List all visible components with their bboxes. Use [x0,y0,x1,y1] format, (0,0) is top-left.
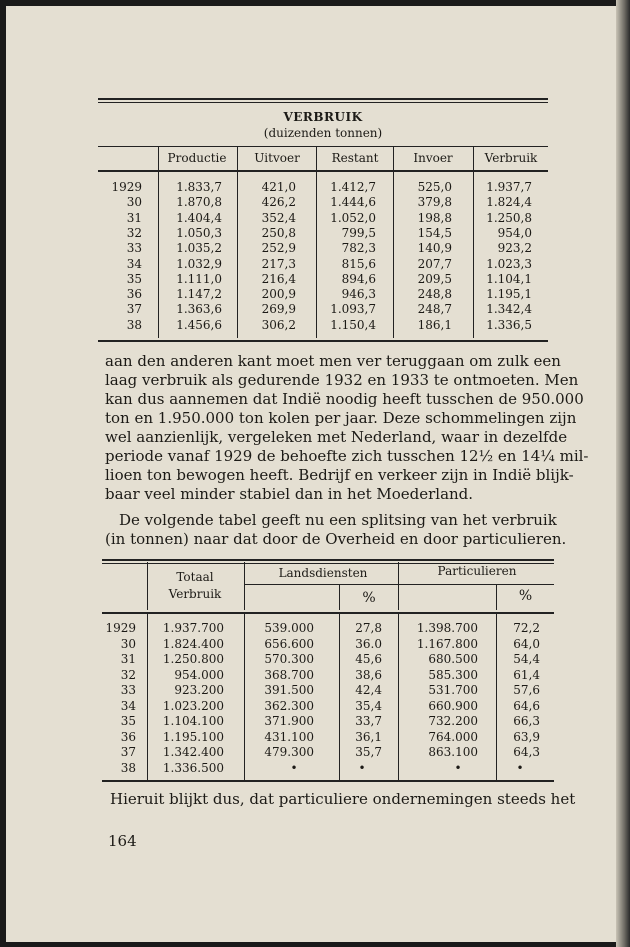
table-cell: 368.700 [264,667,314,682]
table-cell: 36,1 [355,729,382,744]
table-cell: 923,2 [497,241,532,256]
table-cell: 1.104.100 [162,714,224,728]
column-divider [237,146,238,170]
table-cell: 186,1 [417,317,452,332]
header-bottom-rule [98,170,548,172]
paragraph-3 [110,790,576,809]
table-cell: 217,3 [261,256,296,271]
table-cell: 45,6 [355,652,382,666]
table-cell: 200,9 [261,287,296,302]
subheader-rule [244,584,554,585]
table-cell: 379,8 [417,195,452,210]
column-header: Uitvoer [254,151,300,165]
table-cell: 1.336,5 [486,317,532,332]
text-line: ton en 1.950.000 ton kolen per jaar. Deze schommelingen zijn [105,409,577,427]
header-top-rule [98,146,548,147]
table-cell: 1.342,4 [486,302,532,317]
table-cell: 57,6 [513,683,540,697]
paragraph-1 [105,352,589,504]
table-cell: 54,4 [513,652,540,666]
table-cell: 1.195.100 [162,729,224,744]
text-line: Hieruit blijkt dus, dat particuliere ondernemingen steeds het [110,790,576,808]
table2-bottom-rule [102,780,554,782]
table-cell: 1.363,6 [176,302,222,317]
table-cell: 1.412,7 [330,180,376,194]
row-year: 31 [126,210,142,225]
table-cell: 1.824.400 [162,636,224,651]
table-cell: 1.444,6 [330,195,376,210]
table-cell: 36.0 [355,636,382,651]
header-verbruik: Verbruik [168,587,222,601]
table-cell: 63,9 [513,729,540,744]
text-line: laag verbruik als gedurende 1932 en 1933 te ontmoeten. Men [105,371,579,389]
row-year: 38 [120,760,136,775]
table-cell: 815,6 [341,256,376,271]
row-year: 31 [120,652,136,666]
table-cell: 209,5 [417,271,452,286]
table-cell: 732.200 [428,714,478,728]
table-cell: 198,8 [417,210,452,225]
row-year: 35 [126,271,142,286]
row-year: 30 [126,195,142,210]
table-cell: 1.870,8 [176,195,222,210]
header-particulieren: Particulieren [437,564,517,578]
table-cell: 1.023,3 [486,256,532,271]
table-cell: 1.104,1 [486,271,532,286]
text-line: aan den anderen kant moet men ver teruggaan om zulk een [105,352,561,370]
row-year: 34 [126,256,142,271]
table-cell: 585.300 [428,667,478,682]
column-header: Productie [167,151,227,165]
table-cell: 1.032,9 [176,256,222,271]
table-cell: • [454,760,462,775]
table-subtitle: (duizenden tonnen) [263,126,383,140]
header-part-pct: % [518,588,533,604]
table-cell: 64,6 [513,698,540,713]
column-header: Invoer [413,151,453,165]
table-cell: 140,9 [417,241,452,256]
column-divider [473,146,474,170]
table-cell: 1.023.200 [162,698,224,713]
column-divider [158,146,159,170]
table-cell: 1.342.400 [162,745,224,759]
table-cell: 371.900 [264,714,314,728]
table-cell: 431.100 [264,729,314,744]
table-cell: 1.167.800 [416,636,478,651]
table-cell: 426,2 [261,195,296,210]
row-year: 35 [120,714,136,728]
table-title: VERBRUIK [283,110,363,124]
table-cell: 252,9 [261,241,296,256]
table-cell: 1.937,7 [486,180,532,194]
table-cell: 660.900 [428,698,478,713]
row-year: 34 [120,698,136,713]
text-line: periode vanaf 1929 de behoefte zich tusschen 12½ en 14¼ mil- [105,447,589,465]
row-year: 1929 [105,621,136,635]
table-cell: • [290,760,298,775]
table-cell: 539.000 [264,621,314,635]
table-cell: 954.000 [174,667,224,682]
table-cell: 1.336.500 [162,760,224,775]
row-year: 37 [120,745,136,759]
table-cell: 1.147,2 [176,287,222,302]
table-cell: 799,5 [341,225,376,240]
text-line: kan dus aannemen dat Indië noodig heeft tusschen de 950.000 [105,390,584,408]
table-cell: 38,6 [355,667,382,682]
table-cell: 154,5 [417,225,452,240]
table-cell: 207,7 [417,256,452,271]
text-line: lioen ton bewogen heeft. Bedrijf en verkeer zijn in Indië blijk- [105,466,574,484]
column-divider [316,146,317,170]
table-cell: 61,4 [513,667,540,682]
table-cell: 1.111,0 [176,271,222,286]
table-cell: 1.052,0 [330,210,376,225]
table-cell: 764.000 [428,729,478,744]
header-lands-pct: % [362,590,376,606]
row-year: 30 [120,636,136,651]
table-cell: 656.600 [264,636,314,651]
row-year: 33 [120,683,136,697]
table-cell: 248,8 [417,287,452,302]
row-year: 36 [120,729,136,744]
header-divider [398,562,399,610]
table-cell: 1.937.700 [162,621,224,635]
page-number: 164 [108,832,137,850]
table-cell: 1.035,2 [176,241,222,256]
column-header: Verbruik [484,151,538,165]
table-cell: 216,4 [261,271,296,286]
table-cell: 570.300 [264,652,314,666]
table-cell: 1.404,4 [176,210,222,225]
table-cell: 250,8 [261,225,296,240]
table-cell: 1.824,4 [486,195,532,210]
table-cell: 64,0 [513,636,540,651]
table-cell: 946,3 [341,287,376,302]
header-totaal: Totaal [176,570,214,584]
table-cell: 391.500 [264,683,314,697]
row-year: 32 [126,225,142,240]
table-cell: 27,8 [355,621,382,635]
table-cell: 269,9 [261,302,296,317]
column-header: Restant [331,151,379,165]
row-year: 33 [126,241,142,256]
table-cell: 1.250.800 [162,652,224,666]
table2-header-bottom-rule [102,612,554,614]
column-divider [393,146,394,170]
table-cell: 954,0 [497,225,532,240]
row-year: 1929 [111,180,142,194]
book-spine [616,0,630,947]
row-year: 32 [120,667,136,682]
table-cell: 306,2 [261,317,296,332]
table-cell: 352,4 [261,210,296,225]
row-year: 38 [126,317,142,332]
text-line: De volgende tabel geeft nu een splitsing van het verbruik [119,511,557,529]
text-line: (in tonnen) naar dat door de Overheid en door particulieren. [105,530,567,548]
table-cell: 1.195,1 [486,287,532,302]
text-line: wel aanzienlijk, vergeleken met Nederland, waar in dezelfde [105,428,568,446]
table-cell: 33,7 [355,714,382,728]
table-cell: 479.300 [264,745,314,759]
table-cell: 531.700 [428,683,478,697]
table-cell: 863.100 [428,745,478,759]
table-cell: 1.250,8 [486,210,532,225]
table-cell: 1.093,7 [330,302,376,317]
table-cell: 66,3 [513,714,540,728]
table-cell: 1.150,4 [330,317,376,332]
table-bottom-rule [98,340,548,342]
paragraph-2 [105,511,567,549]
table-top-rule [98,98,548,103]
text-line: baar veel minder stabiel dan in het Moederland. [105,485,474,503]
table-cell: 680.500 [428,652,478,666]
table-cell: 42,4 [355,683,382,697]
table-cell: 35,4 [355,698,382,713]
table-cell: • [516,760,524,775]
row-year: 37 [126,302,142,317]
table-cell: 421,0 [261,180,296,194]
table-cell: 248,7 [417,302,452,317]
header-landsdiensten: Landsdiensten [278,566,368,580]
header-divider [147,562,148,610]
table-cell: 782,3 [341,241,376,256]
row-year: 36 [126,287,142,302]
table-cell: 894,6 [341,271,376,286]
table-cell: 1.833,7 [176,180,222,194]
header-divider [244,562,245,610]
table-cell: 525,0 [417,180,452,194]
table-cell: 362.300 [264,698,314,713]
table-cell: 1.456,6 [176,317,222,332]
table-cell: • [358,760,366,775]
table-cell: 64,3 [513,745,540,759]
table-cell: 923.200 [174,683,224,697]
table-cell: 35,7 [355,745,382,759]
table-cell: 72,2 [513,621,540,635]
table-cell: 1.050,3 [176,225,222,240]
table-cell: 1.398.700 [416,621,478,635]
